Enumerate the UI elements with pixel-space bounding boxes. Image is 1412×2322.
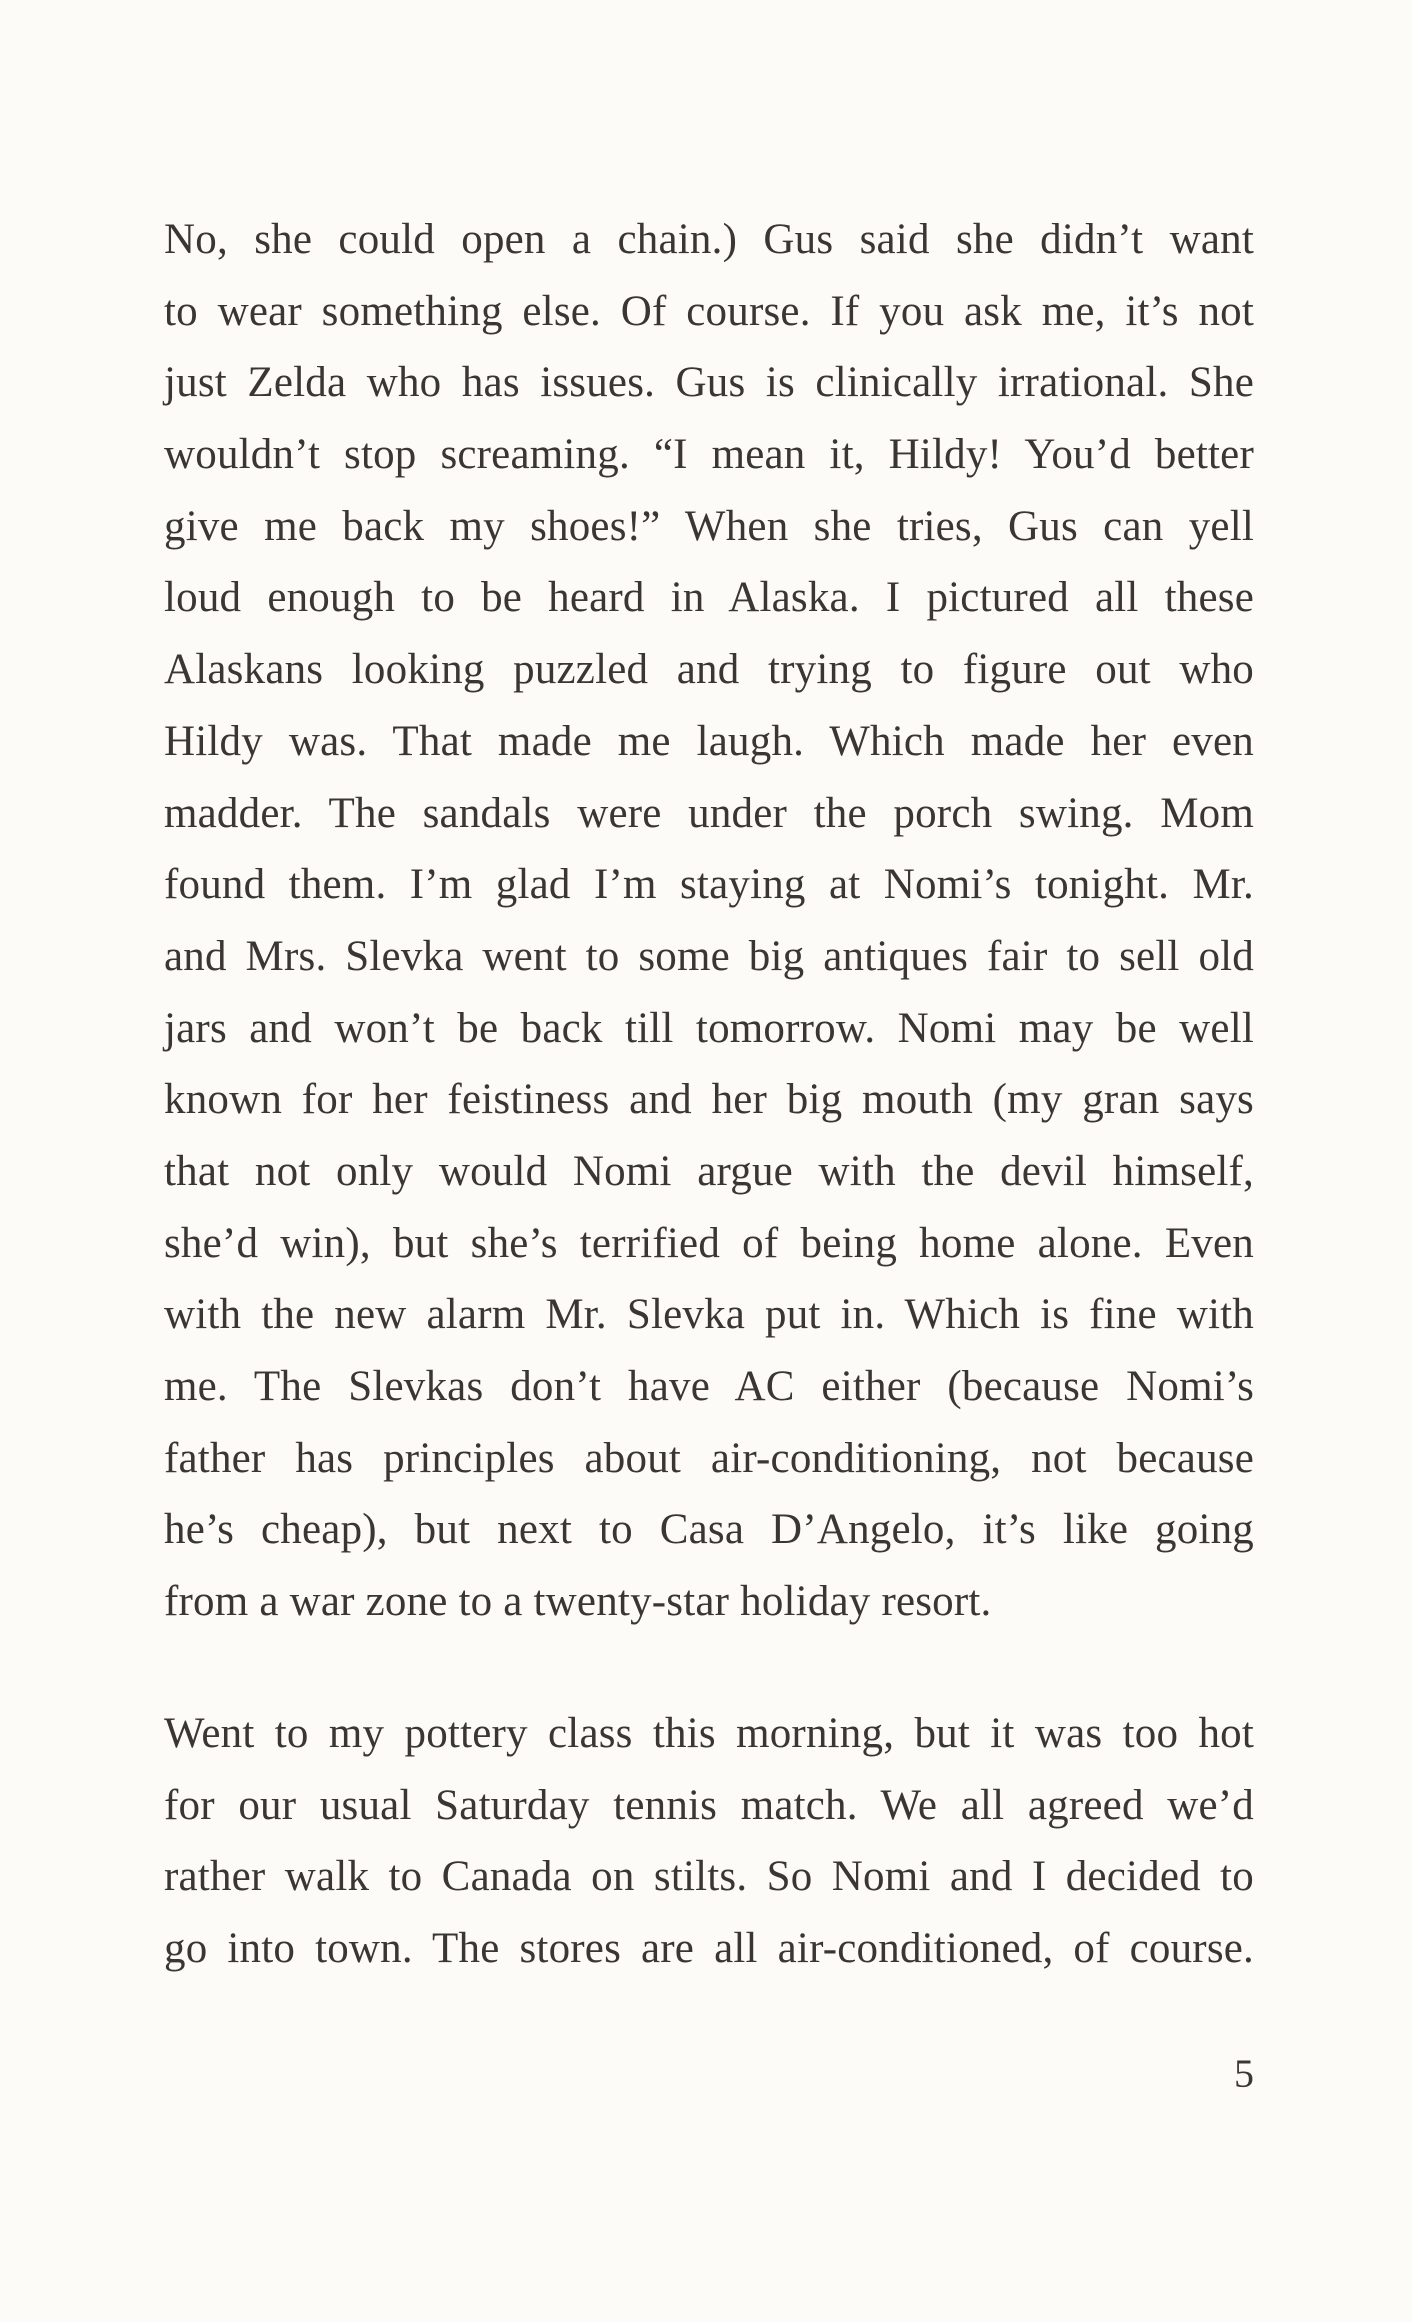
text-line: Alaskans looking puzzled and trying to figure out who xyxy=(164,646,1254,694)
text-line: he’s cheap), but next to Casa D’Angelo, it’s like going xyxy=(164,1506,1254,1554)
text-line: wouldn’t stop screaming. “I mean it, Hildy! You’d better xyxy=(164,431,1254,479)
text-line: father has principles about air-conditioning, not because xyxy=(164,1434,1254,1482)
paragraph-1 xyxy=(164,204,1254,1638)
text-line: jars and won’t be back till tomorrow. Nomi may be well xyxy=(164,1004,1254,1052)
text-line: Hildy was. That made me laugh. Which made her even xyxy=(164,717,1254,765)
text-line: known for her feistiness and her big mouth (my gran says xyxy=(164,1076,1254,1124)
text-line: for our usual Saturday tennis match. We all agreed we’d xyxy=(164,1781,1254,1829)
text-line: from a war zone to a twenty-star holiday resort. xyxy=(164,1578,992,1626)
text-line: No, she could open a chain.) Gus said she didn’t want xyxy=(164,216,1254,263)
text-line: madder. The sandals were under the porch swing. Mom xyxy=(164,789,1254,837)
text-line: and Mrs. Slevka went to some big antiques fair to sell old xyxy=(164,932,1254,980)
text-line: found them. I’m glad I’m staying at Nomi’s tonight. Mr. xyxy=(164,861,1254,909)
text-line: give me back my shoes!” When she tries, Gus can yell xyxy=(164,502,1254,550)
page-number: 5 xyxy=(1234,2051,1254,2096)
text-line: go into town. The stores are all air-conditioned, of course. xyxy=(164,1925,1254,1973)
text-line: she’d win), but she’s terrified of being home alone. Even xyxy=(164,1219,1254,1267)
text-line: Went to my pottery class this morning, but it was too hot xyxy=(164,1710,1254,1757)
text-line: loud enough to be heard in Alaska. I pictured all these xyxy=(164,574,1254,622)
text-line: me. The Slevkas don’t have AC either (because Nomi’s xyxy=(164,1363,1254,1410)
text-line: that not only would Nomi argue with the devil himself, xyxy=(164,1147,1254,1195)
paragraph-2 xyxy=(164,1698,1254,1985)
text-line: just Zelda who has issues. Gus is clinically irrational. She xyxy=(164,359,1254,407)
text-line: to wear something else. Of course. If you ask me, it’s not xyxy=(164,287,1254,335)
text-line: rather walk to Canada on stilts. So Nomi and I decided to xyxy=(164,1853,1254,1901)
text-line: with the new alarm Mr. Slevka put in. Which is fine with xyxy=(164,1291,1254,1339)
